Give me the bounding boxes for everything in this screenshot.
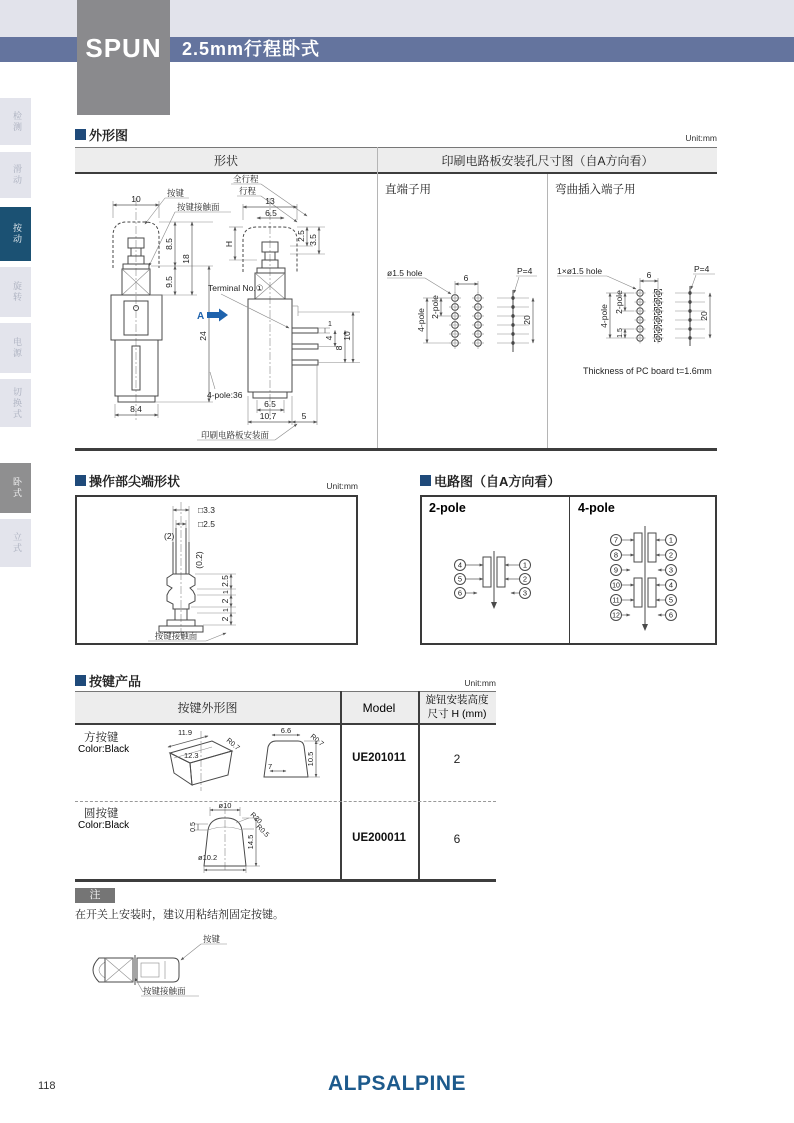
sidebar-tab-label: 检测 bbox=[12, 110, 22, 133]
dim-h18: 18 bbox=[181, 254, 191, 264]
circuit-2pole-title: 2-pole bbox=[429, 501, 466, 515]
dim-h95: 9.5 bbox=[164, 276, 174, 288]
circuit-2pole-diagram bbox=[421, 496, 568, 644]
sidebar-tab-jiance[interactable] bbox=[0, 98, 31, 145]
sidebar-tab-label: 卧式 bbox=[12, 477, 22, 499]
dim-t25: 2.5 bbox=[296, 230, 306, 242]
col-height-line2: 尺寸 H (mm) bbox=[427, 707, 487, 720]
tip-section-title bbox=[75, 471, 180, 490]
bent-terminal-hole-diagram bbox=[555, 262, 718, 384]
products-unit-label: Unit:mm bbox=[464, 678, 496, 688]
pitch-label: P=4 bbox=[517, 266, 533, 276]
dim-c2a: 2 bbox=[220, 598, 230, 604]
dim-r07a: R0.7 bbox=[224, 737, 241, 753]
pcb-surface-label: 印刷电路板安装面 bbox=[200, 430, 270, 440]
body-divider-1 bbox=[377, 174, 378, 448]
terminal-number: 9 bbox=[613, 565, 619, 575]
col-model: Model bbox=[362, 700, 396, 715]
products-divider-2 bbox=[418, 691, 420, 881]
sidebar-tab-woshi-active[interactable] bbox=[0, 463, 31, 513]
dim-d10: 10 bbox=[342, 331, 352, 341]
dim-15: 1.5 bbox=[617, 328, 624, 338]
pole36-label: 4-pole:36 bbox=[207, 390, 243, 400]
switch-outline-drawing bbox=[85, 172, 377, 448]
sidebar-tab-andong-active[interactable] bbox=[0, 207, 31, 261]
front-view-drawing bbox=[111, 188, 243, 422]
key-surface-label: 按键接触面 bbox=[177, 202, 220, 212]
dim-p02: (0.2) bbox=[194, 551, 204, 569]
bent-terminal-label: 弯曲插入端子用 bbox=[555, 184, 636, 196]
section-square-icon bbox=[420, 475, 431, 486]
terminal-number: 8 bbox=[613, 550, 619, 560]
key-color: Color:Black bbox=[78, 744, 130, 755]
terminal-number: 5 bbox=[457, 574, 463, 584]
page-number: 118 bbox=[38, 1080, 56, 1092]
dim-r07b: R0.7 bbox=[308, 733, 325, 749]
dim-6: 6 bbox=[463, 273, 469, 283]
dim-r05: R0.5 bbox=[254, 823, 270, 839]
note-badge: 注 bbox=[75, 888, 115, 903]
terminal-number: 4 bbox=[668, 580, 674, 590]
dim-c1a: 1 bbox=[223, 590, 230, 594]
view-a-arrow-icon bbox=[207, 309, 228, 322]
outline-unit-label: Unit:mm bbox=[685, 133, 717, 143]
section-title-text: 外形图 bbox=[89, 128, 129, 143]
dim-b5: 5 bbox=[301, 411, 307, 421]
dim-h85: 8.5 bbox=[164, 238, 174, 250]
terminal-number: 5 bbox=[668, 595, 674, 605]
dim-w10: 10 bbox=[131, 194, 141, 204]
side-view-drawing bbox=[197, 174, 360, 440]
dim-20: 20 bbox=[699, 311, 709, 321]
terminal-number: 1 bbox=[668, 535, 674, 545]
circuit-4pole-title: 4-pole bbox=[578, 501, 615, 515]
tip-shape-drawing bbox=[76, 496, 357, 644]
dim-6: 6 bbox=[646, 270, 652, 280]
dim-H: H bbox=[224, 240, 234, 248]
dim-66: 6.6 bbox=[280, 727, 292, 735]
terminal-number: 6 bbox=[668, 610, 674, 620]
dim-o10: ø10 bbox=[218, 802, 232, 810]
pcb-thickness-note: Thickness of PC board t=1.6mm bbox=[583, 366, 712, 376]
sidebar-tab-lishi[interactable] bbox=[0, 519, 31, 567]
straight-terminal-label: 直端子用 bbox=[385, 184, 431, 196]
sidebar-tab-huadong[interactable] bbox=[0, 152, 31, 198]
sidebar-tab-label: 切换式 bbox=[12, 386, 22, 420]
col-height-line1: 旋钮安装高度 bbox=[425, 694, 489, 707]
dim-145: 14.5 bbox=[246, 834, 255, 850]
dim-b107: 10.7 bbox=[259, 411, 277, 421]
round-key-drawing bbox=[150, 802, 335, 876]
dim-c25: 2.5 bbox=[220, 575, 230, 587]
pitch-label: P=4 bbox=[694, 264, 710, 274]
section-title-text: 按键产品 bbox=[89, 674, 142, 689]
dim-4pole: 4-pole bbox=[599, 304, 609, 328]
dim-7: 7 bbox=[268, 762, 273, 771]
outline-table-bottom-border bbox=[75, 448, 717, 451]
sidebar-tab-label: 立式 bbox=[12, 532, 22, 554]
col-height bbox=[418, 694, 496, 720]
products-divider-1 bbox=[340, 691, 342, 881]
dim-sq25: □2.5 bbox=[198, 519, 215, 529]
dim-sq33: □3.3 bbox=[198, 505, 215, 515]
dim-c1b: 1 bbox=[223, 608, 230, 612]
full-travel-label: 全行程 bbox=[233, 174, 259, 184]
model-value: UE200011 bbox=[352, 832, 406, 844]
products-table-header bbox=[75, 691, 496, 725]
dim-05: 0.5 bbox=[190, 822, 197, 832]
dim-4pole: 4-pole bbox=[416, 308, 426, 332]
key-color: Color:Black bbox=[78, 820, 130, 831]
terminal-number: 4 bbox=[457, 560, 463, 570]
section-title-text: 操作部尖端形状 bbox=[89, 474, 181, 489]
circuit-section-title bbox=[420, 471, 560, 490]
terminal-number: 3 bbox=[522, 588, 528, 598]
square-key-drawing bbox=[140, 727, 335, 795]
section-square-icon bbox=[75, 475, 86, 486]
terminal-number: 1 bbox=[522, 560, 528, 570]
col-shape: 形状 bbox=[213, 153, 238, 168]
circuit-4pole-diagram bbox=[570, 496, 717, 644]
key-label: 按键 bbox=[167, 188, 185, 198]
dim-w13: 13 bbox=[265, 196, 275, 206]
section-title-text: 电路图（自A方向看） bbox=[434, 474, 561, 489]
key-type-name: 圆按键 bbox=[84, 808, 119, 820]
sidebar-tab-label: 滑动 bbox=[12, 164, 22, 186]
height-value: 6 bbox=[453, 832, 461, 846]
straight-terminal-hole-diagram bbox=[385, 262, 545, 378]
terminal-number: 3 bbox=[668, 565, 674, 575]
model-value: UE201011 bbox=[352, 752, 406, 764]
terminal-number: 11 bbox=[612, 597, 620, 605]
height-value: 2 bbox=[453, 752, 461, 766]
terminal-number: 12 bbox=[612, 612, 620, 620]
sidebar-tab-qiehuanshi[interactable] bbox=[0, 379, 31, 427]
sidebar-tab-dianyuan[interactable] bbox=[0, 323, 31, 373]
dim-p2: (2) bbox=[164, 531, 175, 541]
key-surface-label: 按键接触面 bbox=[154, 631, 198, 641]
dim-d8: 8 bbox=[334, 345, 344, 351]
dim-t35: 3.5 bbox=[308, 234, 318, 246]
section-square-icon bbox=[75, 675, 86, 686]
dim-d1: 1 bbox=[328, 321, 332, 328]
col-key-drawing: 按键外形图 bbox=[177, 701, 238, 715]
dim-w65: 6.5 bbox=[265, 208, 277, 218]
dim-20: 20 bbox=[522, 315, 532, 325]
terminal-no1-label: Terminal No.① bbox=[208, 283, 264, 293]
section-square-icon bbox=[75, 129, 86, 140]
terminal-number: 7 bbox=[613, 535, 619, 545]
terminal-number: 6 bbox=[457, 588, 463, 598]
travel-label: 行程 bbox=[239, 186, 257, 196]
dim-2pole: 2-pole bbox=[430, 295, 440, 319]
sidebar-tab-label: 旋转 bbox=[12, 281, 22, 303]
key-surface-label: 按键接触面 bbox=[143, 986, 186, 996]
dim-h24: 24 bbox=[198, 331, 208, 341]
key-label: 按键 bbox=[203, 934, 221, 944]
terminal-number: 10 bbox=[612, 582, 620, 590]
dim-b65: 6.5 bbox=[264, 399, 276, 409]
dim-r20: R20 bbox=[248, 811, 263, 826]
sidebar-tab-label: 按动 bbox=[12, 223, 22, 245]
tip-unit-label: Unit:mm bbox=[326, 481, 358, 491]
note-text: 在开关上安装时，建议用粘结剂固定按键。 bbox=[75, 909, 284, 921]
dim-o102: ø10.2 bbox=[198, 853, 218, 862]
sidebar-tab-xuanzhuan[interactable] bbox=[0, 267, 31, 317]
alps-alpine-logo: ALPSALPINE bbox=[327, 1072, 466, 1095]
hole-size-label: ø1.5 hole bbox=[387, 268, 423, 278]
dim-c2b: 2 bbox=[220, 616, 230, 622]
note-assembly-drawing bbox=[85, 930, 315, 1002]
dim-119: 11.9 bbox=[178, 728, 193, 737]
page-title: 2.5mm行程卧式 bbox=[182, 39, 321, 59]
body-divider-2 bbox=[547, 174, 548, 448]
dim-2pole: 2-pole bbox=[614, 290, 624, 314]
dim-123: 12.3 bbox=[184, 751, 199, 760]
sidebar-tab-label: 电源 bbox=[12, 337, 22, 359]
dim-d4: 4 bbox=[324, 335, 334, 341]
series-badge: SPUN bbox=[77, 0, 170, 115]
outline-section-title bbox=[75, 125, 128, 144]
products-section-title bbox=[75, 671, 141, 690]
col-pcb: 印刷电路板安装孔尺寸图（自A方向看） bbox=[441, 153, 654, 168]
terminal-number: 2 bbox=[522, 574, 528, 584]
outline-table-header bbox=[75, 147, 717, 174]
terminal-number: 2 bbox=[668, 550, 674, 560]
products-table-bottom-border bbox=[75, 879, 496, 882]
dim-105: 10.5 bbox=[306, 751, 315, 767]
key-type-name: 方按键 bbox=[84, 732, 119, 744]
view-a-label: A bbox=[197, 311, 205, 322]
dim-w84: 8.4 bbox=[130, 404, 142, 414]
hole-size-label: 1×ø1.5 hole bbox=[557, 266, 603, 276]
